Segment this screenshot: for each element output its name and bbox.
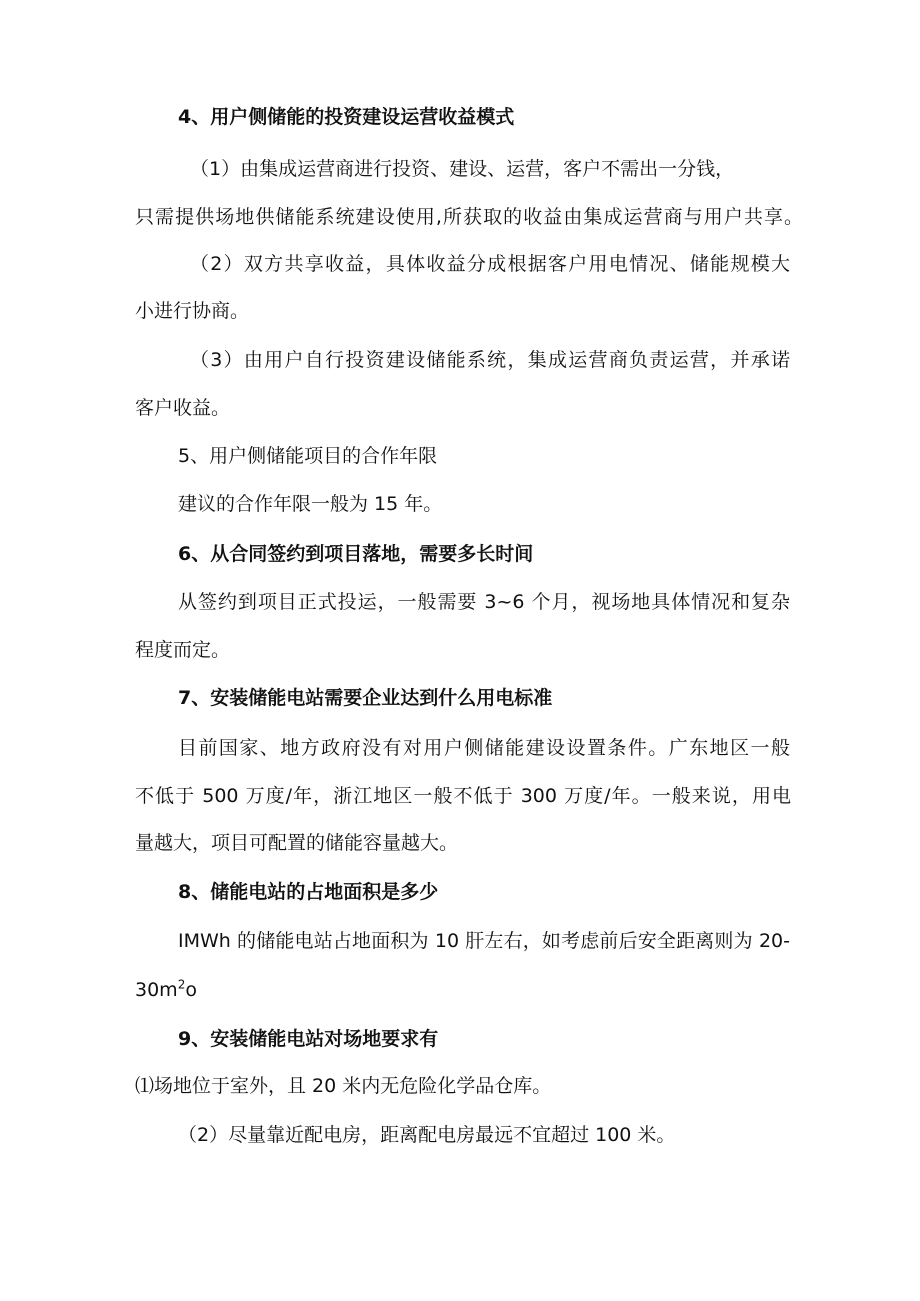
section-4-item-3-line-1: （3）由用户自行投资建设储能系统，集成运营商负责运营，并承诺 (190, 349, 790, 371)
section-8-body-line-1: IMWh 的储能电站占地面积为 10 肝左右，如考虑前后安全距离则为 20- (178, 930, 790, 952)
section-6-body-line-2: 程度而定。 (135, 639, 231, 661)
section-4-heading: 4、用户侧储能的投资建设运营收益模式 (178, 106, 515, 128)
section-9-heading: 9、安装储能电站对场地要求有 (178, 1028, 439, 1050)
area-value: 30m (135, 979, 178, 1001)
section-4-item-1-line-2: 只需提供场地供储能系统建设使用,所获取的收益由集成运营商与用户共享。 (135, 206, 803, 228)
section-7-body-line-3: 量越大，项目可配置的储能容量越大。 (135, 832, 459, 854)
section-4-item-2-line-1: （2）双方共享收益，具体收益分成根据客户用电情况、储能规模大 (190, 253, 790, 275)
section-6-heading: 6、从合同签约到项目落地，需要多长时间 (178, 543, 534, 565)
section-5-body: 建议的合作年限一般为 15 年。 (178, 493, 443, 515)
section-7-heading: 7、安装储能电站需要企业达到什么用电标准 (178, 687, 553, 709)
section-8-heading: 8、储能电站的占地面积是多少 (178, 881, 439, 903)
area-superscript: 2 (177, 977, 186, 992)
section-4-item-1-line-1: （1）由集成运营商进行投资、建设、运营，客户不需出一分钱， (190, 158, 735, 180)
section-4-item-2-line-2: 小进行协商。 (135, 300, 250, 322)
section-7-body-line-2: 不低于 500 万度/年，浙江地区一般不低于 300 万度/年。一般来说，用电 (135, 785, 791, 807)
area-suffix: o (185, 979, 197, 1001)
section-7-body-line-1: 目前国家、地方政府没有对用户侧储能建设设置条件。广东地区一般 (178, 737, 790, 759)
section-6-body-line-1: 从签约到项目正式投运，一般需要 3~6 个月，视场地具体情况和复杂 (178, 591, 790, 613)
section-9-item-1: ⑴场地位于室外，且 20 米内无危险化学品仓库。 (135, 1075, 552, 1097)
section-5-heading: 5、用户侧储能项目的合作年限 (178, 445, 438, 467)
section-9-item-2: （2）尽量靠近配电房，距离配电房最远不宜超过 100 米。 (178, 1124, 676, 1146)
section-8-body-line-2 (135, 977, 795, 1003)
section-4-item-3-line-2: 客户收益。 (135, 397, 231, 419)
